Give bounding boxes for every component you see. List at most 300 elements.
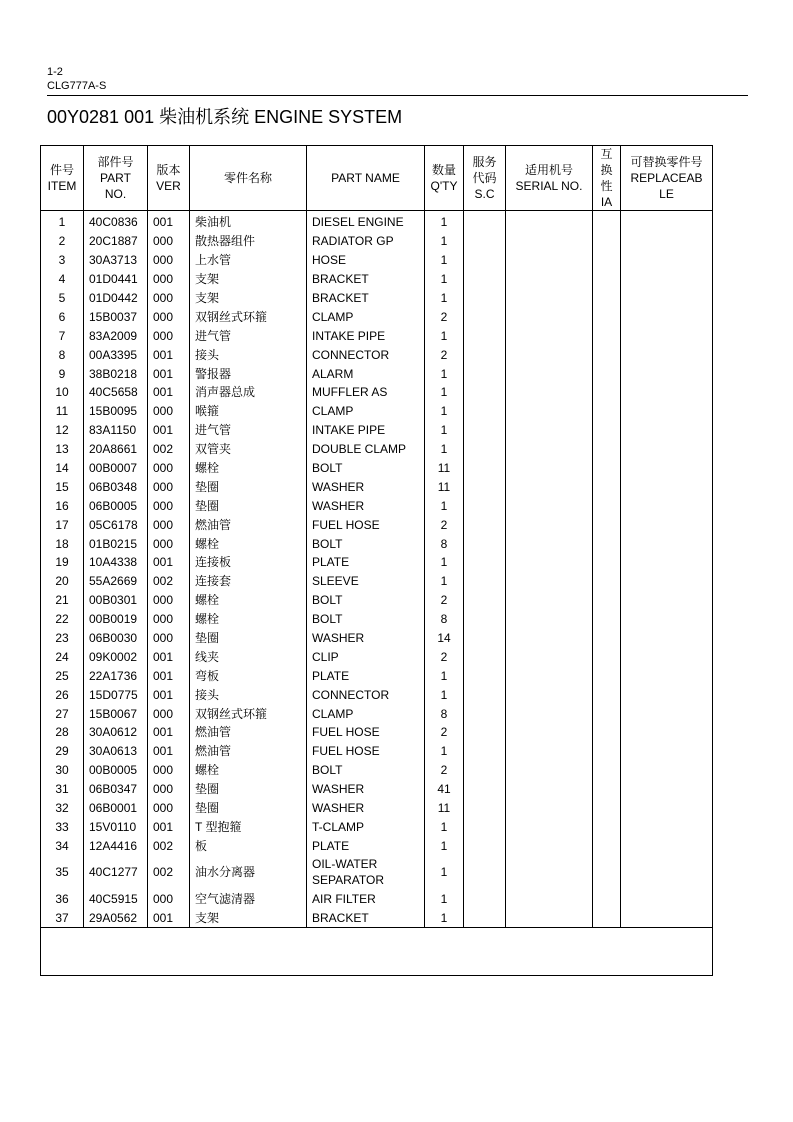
cell-service-code bbox=[464, 855, 506, 889]
cell-interchangeability bbox=[593, 232, 621, 251]
cell-name-cn: 燃油管 bbox=[190, 515, 307, 534]
cell-qty: 2 bbox=[425, 515, 464, 534]
cell-part-name: BOLT bbox=[307, 591, 425, 610]
cell-replaceable bbox=[621, 723, 713, 742]
cell-ver: 000 bbox=[148, 477, 190, 496]
table-row bbox=[41, 908, 713, 927]
cell-serial-no bbox=[506, 496, 593, 515]
cell-service-code bbox=[464, 440, 506, 459]
cell-item: 1 bbox=[41, 211, 84, 232]
cell-interchangeability bbox=[593, 780, 621, 799]
cell-replaceable bbox=[621, 780, 713, 799]
table-footer-blank bbox=[41, 928, 713, 976]
cell-ver: 000 bbox=[148, 515, 190, 534]
cell-interchangeability bbox=[593, 515, 621, 534]
cell-ver: 000 bbox=[148, 534, 190, 553]
cell-part-no: 83A2009 bbox=[84, 326, 148, 345]
cell-ver: 000 bbox=[148, 629, 190, 648]
cell-part-name: T-CLAMP bbox=[307, 818, 425, 837]
cell-name-cn: 垫圈 bbox=[190, 496, 307, 515]
cell-name-cn: 线夹 bbox=[190, 647, 307, 666]
cell-name-cn: 垫圈 bbox=[190, 780, 307, 799]
cell-item: 20 bbox=[41, 572, 84, 591]
table-row bbox=[41, 666, 713, 685]
cell-replaceable bbox=[621, 836, 713, 855]
cell-interchangeability bbox=[593, 440, 621, 459]
cell-serial-no bbox=[506, 572, 593, 591]
cell-name-cn: 燃油管 bbox=[190, 742, 307, 761]
header-repl-en2: LE bbox=[659, 187, 674, 201]
header-serial-en: SERIAL NO. bbox=[515, 179, 583, 193]
header-item bbox=[41, 146, 84, 211]
header-serial-no bbox=[506, 146, 593, 211]
cell-item: 36 bbox=[41, 889, 84, 908]
cell-part-name: DIESEL ENGINE bbox=[307, 211, 425, 232]
cell-ver: 000 bbox=[148, 496, 190, 515]
header-repl-en1: REPLACEAB bbox=[630, 171, 703, 185]
table-row bbox=[41, 836, 713, 855]
cell-part-name: FUEL HOSE bbox=[307, 742, 425, 761]
header-ia-cn1: 互 bbox=[600, 147, 613, 161]
cell-part-no: 38B0218 bbox=[84, 364, 148, 383]
cell-item: 33 bbox=[41, 818, 84, 837]
cell-ver: 001 bbox=[148, 211, 190, 232]
cell-name-cn: 双管夹 bbox=[190, 440, 307, 459]
table-row bbox=[41, 889, 713, 908]
cell-name-cn: 接头 bbox=[190, 345, 307, 364]
cell-serial-no bbox=[506, 742, 593, 761]
cell-interchangeability bbox=[593, 799, 621, 818]
cell-part-no: 15B0037 bbox=[84, 307, 148, 326]
cell-ver: 000 bbox=[148, 289, 190, 308]
header-part-no bbox=[84, 146, 148, 211]
cell-ver: 001 bbox=[148, 553, 190, 572]
cell-ver: 000 bbox=[148, 889, 190, 908]
model-code: CLG777A-S bbox=[47, 80, 107, 92]
table-row bbox=[41, 326, 713, 345]
cell-ver: 001 bbox=[148, 345, 190, 364]
cell-serial-no bbox=[506, 534, 593, 553]
cell-qty: 1 bbox=[425, 326, 464, 345]
cell-part-name: PLATE bbox=[307, 836, 425, 855]
cell-replaceable bbox=[621, 459, 713, 478]
cell-replaceable bbox=[621, 402, 713, 421]
cell-item: 8 bbox=[41, 345, 84, 364]
cell-replaceable bbox=[621, 270, 713, 289]
cell-ver: 000 bbox=[148, 761, 190, 780]
cell-serial-no bbox=[506, 251, 593, 270]
table-row bbox=[41, 421, 713, 440]
cell-interchangeability bbox=[593, 647, 621, 666]
cell-name-cn: 喉箍 bbox=[190, 402, 307, 421]
cell-part-no: 01D0442 bbox=[84, 289, 148, 308]
cell-part-name: BOLT bbox=[307, 534, 425, 553]
cell-name-cn: 螺栓 bbox=[190, 459, 307, 478]
cell-replaceable bbox=[621, 496, 713, 515]
cell-item: 22 bbox=[41, 610, 84, 629]
cell-name-cn: 进气管 bbox=[190, 326, 307, 345]
cell-serial-no bbox=[506, 345, 593, 364]
cell-qty: 1 bbox=[425, 889, 464, 908]
table-row bbox=[41, 364, 713, 383]
cell-qty: 1 bbox=[425, 402, 464, 421]
cell-qty: 1 bbox=[425, 289, 464, 308]
cell-replaceable bbox=[621, 307, 713, 326]
table-row bbox=[41, 818, 713, 837]
cell-item: 3 bbox=[41, 251, 84, 270]
cell-service-code bbox=[464, 647, 506, 666]
cell-qty: 1 bbox=[425, 836, 464, 855]
cell-serial-no bbox=[506, 799, 593, 818]
cell-ver: 000 bbox=[148, 270, 190, 289]
cell-item: 28 bbox=[41, 723, 84, 742]
header-name-cn-text: 零件名称 bbox=[223, 171, 272, 185]
cell-qty: 1 bbox=[425, 364, 464, 383]
cell-interchangeability bbox=[593, 591, 621, 610]
cell-item: 26 bbox=[41, 685, 84, 704]
cell-replaceable bbox=[621, 629, 713, 648]
table-row bbox=[41, 307, 713, 326]
cell-ver: 000 bbox=[148, 307, 190, 326]
cell-part-no: 40C5658 bbox=[84, 383, 148, 402]
table-row bbox=[41, 553, 713, 572]
cell-interchangeability bbox=[593, 477, 621, 496]
header-divider bbox=[47, 95, 748, 96]
cell-service-code bbox=[464, 818, 506, 837]
cell-interchangeability bbox=[593, 364, 621, 383]
cell-name-cn: 垫圈 bbox=[190, 799, 307, 818]
cell-part-name: CONNECTOR bbox=[307, 685, 425, 704]
cell-part-name: WASHER bbox=[307, 496, 425, 515]
header-part-name bbox=[307, 146, 425, 211]
cell-part-name: OIL-WATER SEPARATOR bbox=[307, 855, 425, 889]
cell-ver: 000 bbox=[148, 780, 190, 799]
header-sc-cn2: 代码 bbox=[472, 171, 497, 185]
cell-serial-no bbox=[506, 666, 593, 685]
cell-qty: 1 bbox=[425, 685, 464, 704]
cell-part-name: DOUBLE CLAMP bbox=[307, 440, 425, 459]
cell-part-no: 06B0001 bbox=[84, 799, 148, 818]
cell-part-name: INTAKE PIPE bbox=[307, 421, 425, 440]
cell-service-code bbox=[464, 383, 506, 402]
cell-qty: 11 bbox=[425, 459, 464, 478]
header-ver-cn: 版本 bbox=[156, 163, 181, 177]
cell-name-cn: 支架 bbox=[190, 289, 307, 308]
header-replaceable bbox=[621, 146, 713, 211]
cell-interchangeability bbox=[593, 723, 621, 742]
cell-part-no: 30A0612 bbox=[84, 723, 148, 742]
cell-part-name: WASHER bbox=[307, 799, 425, 818]
cell-part-no: 15D0775 bbox=[84, 685, 148, 704]
cell-item: 15 bbox=[41, 477, 84, 496]
cell-qty: 2 bbox=[425, 307, 464, 326]
cell-interchangeability bbox=[593, 496, 621, 515]
cell-replaceable bbox=[621, 364, 713, 383]
cell-part-no: 30A0613 bbox=[84, 742, 148, 761]
cell-ver: 002 bbox=[148, 855, 190, 889]
table-row bbox=[41, 402, 713, 421]
cell-item: 19 bbox=[41, 553, 84, 572]
cell-part-name: HOSE bbox=[307, 251, 425, 270]
cell-service-code bbox=[464, 666, 506, 685]
cell-service-code bbox=[464, 908, 506, 927]
cell-qty: 11 bbox=[425, 477, 464, 496]
cell-part-name: FUEL HOSE bbox=[307, 515, 425, 534]
cell-ver: 000 bbox=[148, 326, 190, 345]
cell-name-cn: 油水分离器 bbox=[190, 855, 307, 889]
cell-qty: 8 bbox=[425, 704, 464, 723]
cell-replaceable bbox=[621, 666, 713, 685]
cell-interchangeability bbox=[593, 836, 621, 855]
cell-ver: 002 bbox=[148, 572, 190, 591]
header-ia-en: IA bbox=[600, 195, 613, 209]
cell-name-cn: 螺栓 bbox=[190, 591, 307, 610]
cell-serial-no bbox=[506, 704, 593, 723]
cell-part-no: 40C5915 bbox=[84, 889, 148, 908]
cell-part-no: 00B0005 bbox=[84, 761, 148, 780]
cell-serial-no bbox=[506, 591, 593, 610]
cell-replaceable bbox=[621, 572, 713, 591]
cell-qty: 14 bbox=[425, 629, 464, 648]
header-repl-cn: 可替换零件号 bbox=[630, 155, 703, 169]
cell-item: 7 bbox=[41, 326, 84, 345]
header-part-no-en2: NO. bbox=[104, 187, 127, 201]
cell-name-cn: 进气管 bbox=[190, 421, 307, 440]
cell-replaceable bbox=[621, 591, 713, 610]
cell-part-no: 29A0562 bbox=[84, 908, 148, 927]
cell-item: 13 bbox=[41, 440, 84, 459]
cell-part-no: 00B0019 bbox=[84, 610, 148, 629]
cell-interchangeability bbox=[593, 666, 621, 685]
cell-qty: 1 bbox=[425, 818, 464, 837]
table-row bbox=[41, 232, 713, 251]
cell-interchangeability bbox=[593, 307, 621, 326]
parts-table-body bbox=[41, 211, 713, 928]
cell-interchangeability bbox=[593, 289, 621, 308]
cell-item: 10 bbox=[41, 383, 84, 402]
cell-qty: 1 bbox=[425, 251, 464, 270]
cell-ver: 001 bbox=[148, 818, 190, 837]
cell-interchangeability bbox=[593, 572, 621, 591]
cell-service-code bbox=[464, 685, 506, 704]
cell-service-code bbox=[464, 211, 506, 232]
cell-part-no: 55A2669 bbox=[84, 572, 148, 591]
cell-replaceable bbox=[621, 908, 713, 927]
table-row bbox=[41, 251, 713, 270]
cell-qty: 2 bbox=[425, 647, 464, 666]
cell-item: 17 bbox=[41, 515, 84, 534]
cell-part-no: 00B0007 bbox=[84, 459, 148, 478]
table-row bbox=[41, 270, 713, 289]
cell-ver: 000 bbox=[148, 459, 190, 478]
cell-ver: 000 bbox=[148, 232, 190, 251]
cell-part-name: BRACKET bbox=[307, 908, 425, 927]
cell-item: 11 bbox=[41, 402, 84, 421]
cell-service-code bbox=[464, 270, 506, 289]
cell-qty: 1 bbox=[425, 742, 464, 761]
cell-part-no: 15V0110 bbox=[84, 818, 148, 837]
cell-replaceable bbox=[621, 534, 713, 553]
cell-service-code bbox=[464, 610, 506, 629]
cell-name-cn: 支架 bbox=[190, 270, 307, 289]
cell-part-no: 15B0067 bbox=[84, 704, 148, 723]
cell-qty: 1 bbox=[425, 908, 464, 927]
cell-item: 34 bbox=[41, 836, 84, 855]
cell-replaceable bbox=[621, 742, 713, 761]
cell-name-cn: 上水管 bbox=[190, 251, 307, 270]
cell-service-code bbox=[464, 780, 506, 799]
header-name-cn bbox=[190, 146, 307, 211]
cell-item: 24 bbox=[41, 647, 84, 666]
cell-interchangeability bbox=[593, 553, 621, 572]
cell-replaceable bbox=[621, 421, 713, 440]
cell-part-name: CLIP bbox=[307, 647, 425, 666]
cell-interchangeability bbox=[593, 855, 621, 889]
table-row bbox=[41, 855, 713, 889]
cell-interchangeability bbox=[593, 889, 621, 908]
cell-part-name: BRACKET bbox=[307, 270, 425, 289]
cell-service-code bbox=[464, 704, 506, 723]
cell-replaceable bbox=[621, 761, 713, 780]
cell-serial-no bbox=[506, 629, 593, 648]
cell-interchangeability bbox=[593, 685, 621, 704]
section-title: 00Y0281 001 柴油机系统 ENGINE SYSTEM bbox=[47, 107, 403, 127]
cell-part-no: 00A3395 bbox=[84, 345, 148, 364]
table-row bbox=[41, 799, 713, 818]
cell-serial-no bbox=[506, 889, 593, 908]
header-qty-cn: 数量 bbox=[431, 163, 456, 177]
cell-interchangeability bbox=[593, 629, 621, 648]
cell-serial-no bbox=[506, 836, 593, 855]
cell-serial-no bbox=[506, 610, 593, 629]
table-row bbox=[41, 383, 713, 402]
header-sc-cn1: 服务 bbox=[472, 155, 497, 169]
cell-item: 30 bbox=[41, 761, 84, 780]
cell-ver: 001 bbox=[148, 647, 190, 666]
cell-ver: 001 bbox=[148, 908, 190, 927]
cell-interchangeability bbox=[593, 534, 621, 553]
cell-name-cn: 空气滤清器 bbox=[190, 889, 307, 908]
cell-item: 25 bbox=[41, 666, 84, 685]
cell-qty: 1 bbox=[425, 553, 464, 572]
cell-part-no: 01B0215 bbox=[84, 534, 148, 553]
header-item-cn: 件号 bbox=[49, 163, 74, 177]
cell-ver: 000 bbox=[148, 591, 190, 610]
cell-serial-no bbox=[506, 855, 593, 889]
header-ia-cn2: 换 bbox=[600, 163, 613, 177]
cell-ver: 001 bbox=[148, 383, 190, 402]
cell-replaceable bbox=[621, 477, 713, 496]
cell-part-name: CLAMP bbox=[307, 307, 425, 326]
cell-item: 29 bbox=[41, 742, 84, 761]
cell-serial-no bbox=[506, 477, 593, 496]
cell-part-name: AIR FILTER bbox=[307, 889, 425, 908]
header-service-code bbox=[464, 146, 506, 211]
cell-part-name: FUEL HOSE bbox=[307, 723, 425, 742]
cell-part-name: SLEEVE bbox=[307, 572, 425, 591]
cell-name-cn: 警报器 bbox=[190, 364, 307, 383]
cell-interchangeability bbox=[593, 704, 621, 723]
cell-service-code bbox=[464, 515, 506, 534]
cell-item: 6 bbox=[41, 307, 84, 326]
cell-serial-no bbox=[506, 383, 593, 402]
cell-serial-no bbox=[506, 818, 593, 837]
cell-service-code bbox=[464, 496, 506, 515]
cell-qty: 1 bbox=[425, 496, 464, 515]
cell-part-no: 20C1887 bbox=[84, 232, 148, 251]
table-row bbox=[41, 211, 713, 232]
cell-name-cn: 接头 bbox=[190, 685, 307, 704]
cell-serial-no bbox=[506, 440, 593, 459]
cell-ver: 001 bbox=[148, 742, 190, 761]
cell-replaceable bbox=[621, 553, 713, 572]
cell-name-cn: 弯板 bbox=[190, 666, 307, 685]
cell-qty: 1 bbox=[425, 440, 464, 459]
parts-table bbox=[40, 145, 713, 976]
cell-interchangeability bbox=[593, 742, 621, 761]
cell-item: 18 bbox=[41, 534, 84, 553]
cell-replaceable bbox=[621, 251, 713, 270]
cell-service-code bbox=[464, 402, 506, 421]
cell-service-code bbox=[464, 477, 506, 496]
cell-ver: 000 bbox=[148, 402, 190, 421]
cell-interchangeability bbox=[593, 383, 621, 402]
cell-serial-no bbox=[506, 553, 593, 572]
cell-part-name: PLATE bbox=[307, 553, 425, 572]
cell-replaceable bbox=[621, 818, 713, 837]
cell-item: 35 bbox=[41, 855, 84, 889]
cell-qty: 1 bbox=[425, 666, 464, 685]
cell-interchangeability bbox=[593, 211, 621, 232]
table-row bbox=[41, 742, 713, 761]
table-row bbox=[41, 345, 713, 364]
cell-replaceable bbox=[621, 232, 713, 251]
cell-item: 21 bbox=[41, 591, 84, 610]
cell-interchangeability bbox=[593, 459, 621, 478]
cell-interchangeability bbox=[593, 345, 621, 364]
cell-replaceable bbox=[621, 799, 713, 818]
cell-name-cn: 散热器组件 bbox=[190, 232, 307, 251]
cell-name-cn: 螺栓 bbox=[190, 534, 307, 553]
cell-service-code bbox=[464, 629, 506, 648]
cell-item: 14 bbox=[41, 459, 84, 478]
cell-part-no: 15B0095 bbox=[84, 402, 148, 421]
cell-service-code bbox=[464, 459, 506, 478]
table-row bbox=[41, 515, 713, 534]
cell-service-code bbox=[464, 761, 506, 780]
cell-service-code bbox=[464, 591, 506, 610]
cell-serial-no bbox=[506, 402, 593, 421]
cell-item: 27 bbox=[41, 704, 84, 723]
cell-item: 9 bbox=[41, 364, 84, 383]
cell-part-no: 06B0347 bbox=[84, 780, 148, 799]
cell-interchangeability bbox=[593, 908, 621, 927]
cell-ver: 002 bbox=[148, 836, 190, 855]
cell-serial-no bbox=[506, 685, 593, 704]
header-part-no-cn: 部件号 bbox=[97, 155, 134, 169]
cell-replaceable bbox=[621, 383, 713, 402]
table-row bbox=[41, 685, 713, 704]
cell-part-name: MUFFLER AS bbox=[307, 383, 425, 402]
cell-qty: 8 bbox=[425, 610, 464, 629]
table-row bbox=[41, 496, 713, 515]
cell-part-no: 40C0836 bbox=[84, 211, 148, 232]
cell-item: 2 bbox=[41, 232, 84, 251]
cell-serial-no bbox=[506, 232, 593, 251]
cell-part-name: WASHER bbox=[307, 477, 425, 496]
cell-part-name: WASHER bbox=[307, 629, 425, 648]
table-row bbox=[41, 459, 713, 478]
